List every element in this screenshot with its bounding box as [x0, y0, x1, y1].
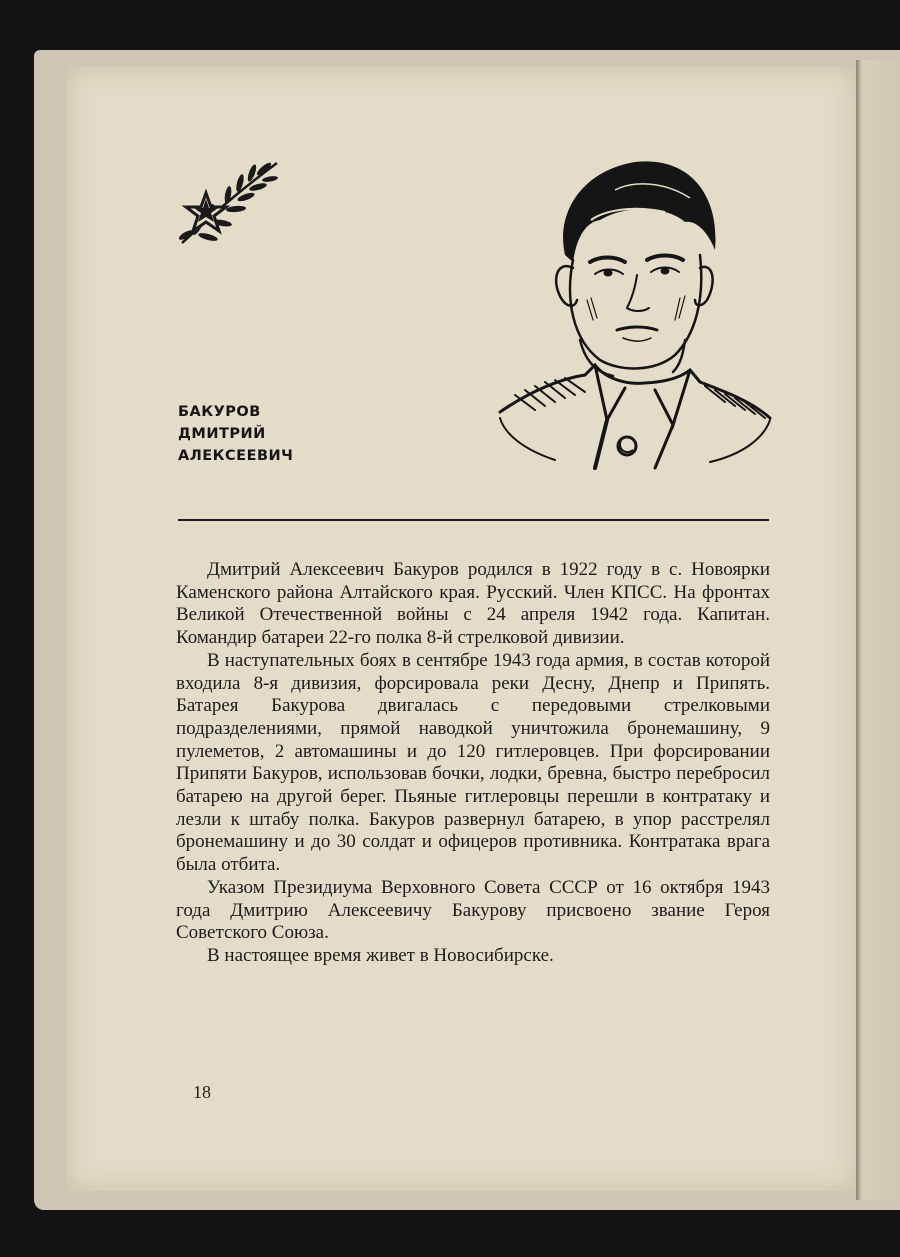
- biography-text: [176, 559, 770, 968]
- hero-surname: БАКУРОВ: [178, 404, 261, 420]
- horizontal-divider: [178, 519, 769, 521]
- page-edge: [856, 60, 900, 1200]
- paragraph-2: В наступательных боях в сентябре 1943 года армия, в состав которой входила 8-я дивизия, форсировала реки Десну, Днепр и Припять. Батарея Бакурова двигалась с передовыми стрелковыми подразделениями, прямой наводкой уничтожила бронемашину, 9 пулеметов, 2 автомашины и до 120 гитлеровцев. При форсировании Припяти Бакуров, использовав бочки, лодки, бревна, быстро перебросил батарею на другой берег. Пьяные гитлеровцы перешли в контратаку и лезли к штабу полка. Бакуров развернул батарею, в упор расстрелял бронемашину и до 30 солдат и офицеров противника. Контратака врага была отбита.: [176, 649, 770, 876]
- page-number: 18: [193, 1082, 211, 1102]
- star-with-laurel-icon: [172, 155, 282, 250]
- portrait-drawing: [495, 150, 775, 470]
- hero-name-heading: [178, 401, 293, 467]
- paragraph-3: Указом Президиума Верховного Совета СССР от 16 октября 1943 года Дмитрию Алексеевичу Бакурову присвоено звание Героя Советского Союза.: [176, 876, 770, 944]
- paragraph-4: В настоящее время живет в Новосибирске.: [207, 944, 554, 966]
- hero-first-name: ДМИТРИЙ: [178, 426, 266, 442]
- paragraph-1: Дмитрий Алексеевич Бакуров родился в 1922 году в с. Новоярки Каменского района Алтайского края. Русский. Член КПСС. На фронтах Великой Отечественной войны с 24 апреля 1942 года. Капитан. Командир батареи 22-го полка 8-й стрелковой дивизии.: [176, 559, 770, 649]
- hero-patronymic: АЛЕКСЕЕВИЧ: [178, 448, 294, 464]
